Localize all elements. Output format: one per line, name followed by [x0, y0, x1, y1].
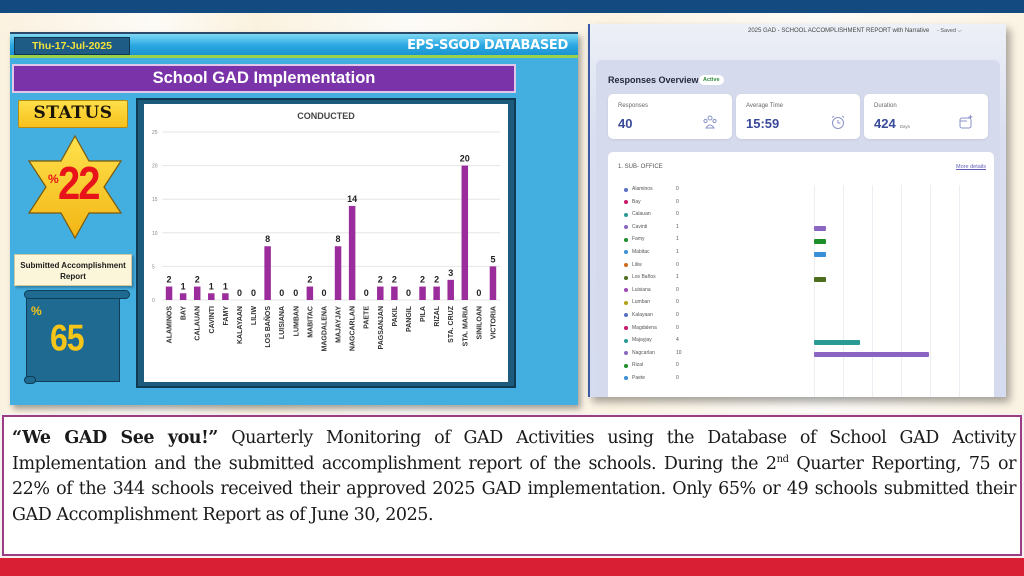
active-badge: Active	[699, 75, 724, 85]
option-count: 0	[676, 362, 679, 369]
data-label: 5	[490, 254, 496, 265]
option-bar	[814, 352, 929, 357]
saved-status[interactable]: - Saved ⌵	[937, 28, 962, 34]
bar	[377, 287, 384, 300]
x-tick-label: CAVINTI	[208, 306, 216, 334]
gad-dashboard	[10, 32, 578, 405]
data-label: 2	[377, 274, 383, 285]
legend-dot-icon	[624, 250, 628, 254]
bar	[490, 266, 497, 300]
data-label: 0	[405, 288, 411, 298]
card-value	[874, 116, 910, 131]
overview-title: Responses Overview	[608, 75, 699, 85]
calendar-add-icon	[958, 114, 974, 130]
y-tick-label: 15	[152, 197, 158, 204]
panel-title: School GAD Implementation	[12, 64, 516, 93]
option-count: 1	[676, 223, 679, 230]
option-name: Magdalena	[632, 324, 657, 331]
bar	[391, 287, 398, 300]
legend-item	[624, 374, 684, 387]
legend-item	[624, 198, 684, 211]
x-tick-label: PAETE	[363, 306, 371, 329]
option-bar	[814, 226, 826, 231]
legend-item	[624, 311, 684, 324]
top-banner-bar	[0, 0, 1024, 13]
legend-item	[624, 185, 684, 198]
option-count: 0	[676, 186, 679, 192]
data-label: 0	[251, 288, 257, 298]
x-tick-label: LILIW	[251, 306, 259, 326]
data-label: 2	[194, 274, 200, 285]
submitted-report-label	[14, 254, 132, 286]
x-tick-label: LOS BAÑOS	[265, 306, 273, 348]
responses-card	[608, 94, 732, 139]
data-label: 0	[279, 288, 285, 298]
bar	[264, 246, 271, 300]
option-count: 0	[676, 198, 679, 205]
bar	[307, 287, 314, 300]
legend-item	[624, 361, 684, 374]
x-tick-label: MABITAC	[307, 306, 315, 338]
forms-responses-window	[588, 24, 1006, 397]
option-name: Mabitac	[632, 248, 650, 255]
conducted-chart-frame	[136, 98, 516, 388]
option-name: Cavinti	[632, 223, 648, 230]
legend-item	[624, 223, 684, 236]
submitted-label-line2: Report	[60, 272, 86, 281]
scroll-bottom-roll	[24, 376, 36, 384]
data-label: 2	[166, 274, 172, 285]
y-tick-label: 5	[152, 264, 155, 271]
option-name: Paete	[632, 374, 646, 381]
scroll-top-roll	[24, 290, 130, 299]
data-label: 2	[307, 274, 313, 285]
narrative-text	[12, 426, 1016, 528]
bar-gridline	[872, 185, 873, 397]
legend-item	[624, 336, 684, 349]
data-label: 20	[459, 153, 470, 164]
legend-dot-icon	[624, 376, 628, 380]
card-value: 40	[618, 116, 633, 131]
legend-dot-icon	[624, 313, 628, 317]
status-percent-sign: %	[48, 172, 59, 186]
form-title: 2025 GAD - SCHOOL ACCOMPLISHMENT REPORT with Narrative	[748, 28, 930, 34]
legend-item	[624, 298, 684, 311]
bar	[208, 293, 215, 300]
legend-dot-icon	[624, 339, 628, 343]
system-title: EPS-SGOD DATABASED	[407, 38, 568, 53]
data-label: 1	[208, 281, 214, 292]
option-count: 0	[676, 286, 679, 293]
legend-item	[624, 273, 684, 286]
data-label: 2	[391, 274, 397, 285]
bar-gridline	[901, 185, 902, 397]
conducted-chart	[144, 104, 508, 382]
x-tick-label: VICTORIA	[490, 306, 498, 340]
x-tick-label: MAGDALENA	[321, 306, 329, 352]
x-tick-label: NAGCARLAN	[349, 306, 357, 352]
legend-dot-icon	[624, 188, 628, 192]
narrative-box	[2, 415, 1022, 556]
options-bar-chart	[814, 185, 994, 397]
legend-item	[624, 261, 684, 274]
option-name: Bay	[632, 198, 641, 205]
submitted-percent-sign: %	[31, 304, 42, 318]
bar	[462, 166, 469, 300]
option-name: Luisiana	[632, 286, 651, 293]
option-name: Alaminos	[632, 186, 653, 192]
data-label: 14	[347, 193, 358, 204]
alarm-clock-icon	[830, 114, 846, 130]
people-icon	[702, 114, 718, 130]
narrative-headline: “We GAD See you!”	[12, 428, 218, 448]
bottom-banner-bar	[0, 558, 1024, 576]
data-label: 2	[420, 274, 426, 285]
more-details-link[interactable]: More details	[956, 164, 986, 170]
submitted-label-line1: Submitted Accomplishment	[20, 261, 126, 270]
data-label: 1	[222, 281, 228, 292]
status-ribbon	[18, 100, 128, 132]
ordinal-number: 2	[765, 453, 777, 474]
ordinal-suffix: nd	[776, 453, 789, 465]
data-label: 0	[363, 288, 369, 298]
option-bar	[814, 340, 860, 345]
duration-unit: Days	[899, 124, 910, 129]
legend-dot-icon	[624, 238, 628, 242]
card-label: Responses	[618, 103, 649, 109]
option-name: Kalayaan	[632, 311, 653, 318]
option-count: 1	[676, 274, 679, 281]
legend-item	[624, 210, 684, 223]
card-label: Average Time	[746, 103, 783, 109]
question-title: 1. SUB- OFFICE	[618, 164, 663, 170]
legend-item	[624, 235, 684, 248]
duration-card	[864, 94, 988, 139]
x-tick-label: KALAYAAN	[236, 306, 244, 344]
option-name: Nagcarlan	[632, 349, 655, 356]
data-label: 0	[321, 288, 327, 298]
x-tick-label: LUMBAN	[293, 306, 301, 337]
y-tick-label: 20	[152, 163, 158, 170]
x-tick-label: CALAUAN	[194, 306, 202, 341]
option-name: Liliw	[632, 261, 642, 268]
x-tick-label: STA. MARIA	[462, 306, 470, 347]
data-label: 0	[236, 288, 242, 298]
data-label: 0	[293, 288, 299, 298]
option-count: 0	[676, 211, 679, 218]
sub-office-question	[608, 152, 994, 397]
duration-value: 424	[874, 116, 896, 131]
option-bar	[814, 277, 826, 282]
x-tick-label: STA. CRUZ	[448, 306, 456, 343]
x-tick-label: BAY	[180, 306, 188, 321]
card-label: Duration	[874, 103, 897, 109]
option-name: Calauan	[632, 211, 651, 218]
bar	[433, 287, 440, 300]
option-name: Famy	[632, 236, 645, 243]
option-count: 1	[676, 248, 679, 255]
option-bar	[814, 239, 826, 244]
chart-title: CONDUCTED	[297, 111, 355, 121]
legend-item	[624, 324, 684, 337]
legend-dot-icon	[624, 288, 628, 292]
data-label: 8	[265, 234, 271, 245]
bar	[180, 293, 187, 300]
date-display: Thu-17-Jul-2025	[14, 37, 130, 55]
x-tick-label: PAKIL	[391, 306, 399, 327]
x-tick-label: MAJAYJAY	[335, 306, 343, 343]
y-tick-label: 25	[152, 130, 158, 136]
x-tick-label: SINILOAN	[476, 306, 484, 340]
y-tick-label: 0	[152, 298, 155, 304]
option-name: Los Baños	[632, 274, 656, 281]
option-count: 0	[676, 311, 679, 318]
bar-gridline	[843, 185, 844, 397]
option-name: Majayjay	[632, 337, 652, 344]
option-bar	[814, 252, 826, 257]
bar-gridline	[930, 185, 931, 397]
bar	[447, 280, 454, 300]
option-count: 0	[676, 374, 679, 381]
data-label: 0	[476, 288, 482, 298]
average-time-card	[736, 94, 860, 139]
option-count: 0	[676, 299, 679, 306]
status-star	[20, 134, 130, 240]
legend-dot-icon	[624, 301, 628, 305]
data-label: 8	[335, 234, 341, 245]
bar	[166, 287, 173, 300]
legend-dot-icon	[624, 213, 628, 217]
status-value: 22	[58, 158, 99, 210]
bar	[194, 287, 201, 300]
legend-dot-icon	[624, 200, 628, 204]
conducted-bar-chart	[144, 104, 508, 382]
legend-item	[624, 286, 684, 299]
option-count: 1	[676, 236, 679, 243]
narrative-part2: Quarter Reporting, 75 or 22% of the 344 schools received their approved 2025 GAD implementation. Only 65% or 49 schools submitted their GAD Accomplishment Report as of June 30, 2025.	[12, 453, 1016, 525]
narrative-part1: Quarterly Monitoring of GAD Activities using the Database of School GAD Activity Implementation and the submitted accomplishment report of the schools. During the	[12, 428, 1016, 474]
legend-dot-icon	[624, 225, 628, 229]
card-value: 15:59	[746, 116, 780, 131]
data-label: 1	[180, 281, 186, 292]
option-count: 4	[676, 337, 679, 344]
bar-gridline	[959, 185, 960, 397]
responses-overview	[596, 60, 1000, 397]
bar	[419, 287, 426, 300]
bar	[349, 206, 356, 300]
bar	[222, 293, 229, 300]
option-name: Lumban	[632, 299, 651, 306]
x-tick-label: PAGSANJAN	[377, 306, 385, 350]
legend-dot-icon	[624, 276, 628, 280]
option-count: 10	[676, 349, 682, 356]
x-tick-label: RIZAL	[434, 306, 442, 327]
submitted-value: 65	[50, 317, 84, 359]
legend-dot-icon	[624, 351, 628, 355]
bar	[335, 246, 342, 300]
data-label: 2	[434, 274, 440, 285]
x-tick-label: FAMY	[222, 306, 230, 326]
legend-dot-icon	[624, 263, 628, 267]
x-tick-label: PILA	[420, 306, 428, 322]
option-count: 0	[676, 261, 679, 268]
legend-item	[624, 248, 684, 261]
data-label: 3	[448, 267, 454, 278]
y-tick-label: 10	[152, 230, 158, 237]
x-tick-label: ALAMINOS	[166, 306, 174, 344]
x-tick-label: PANGIL	[405, 306, 413, 332]
legend-item	[624, 349, 684, 362]
option-name: Rizal	[632, 362, 644, 369]
options-legend	[624, 185, 684, 387]
bar-gridline	[814, 185, 815, 397]
dashboard-header	[10, 32, 578, 58]
status-label: STATUS	[33, 103, 113, 123]
legend-dot-icon	[624, 326, 628, 330]
legend-dot-icon	[624, 364, 628, 368]
option-count: 0	[676, 324, 679, 331]
x-tick-label: LUISIANA	[279, 306, 287, 340]
